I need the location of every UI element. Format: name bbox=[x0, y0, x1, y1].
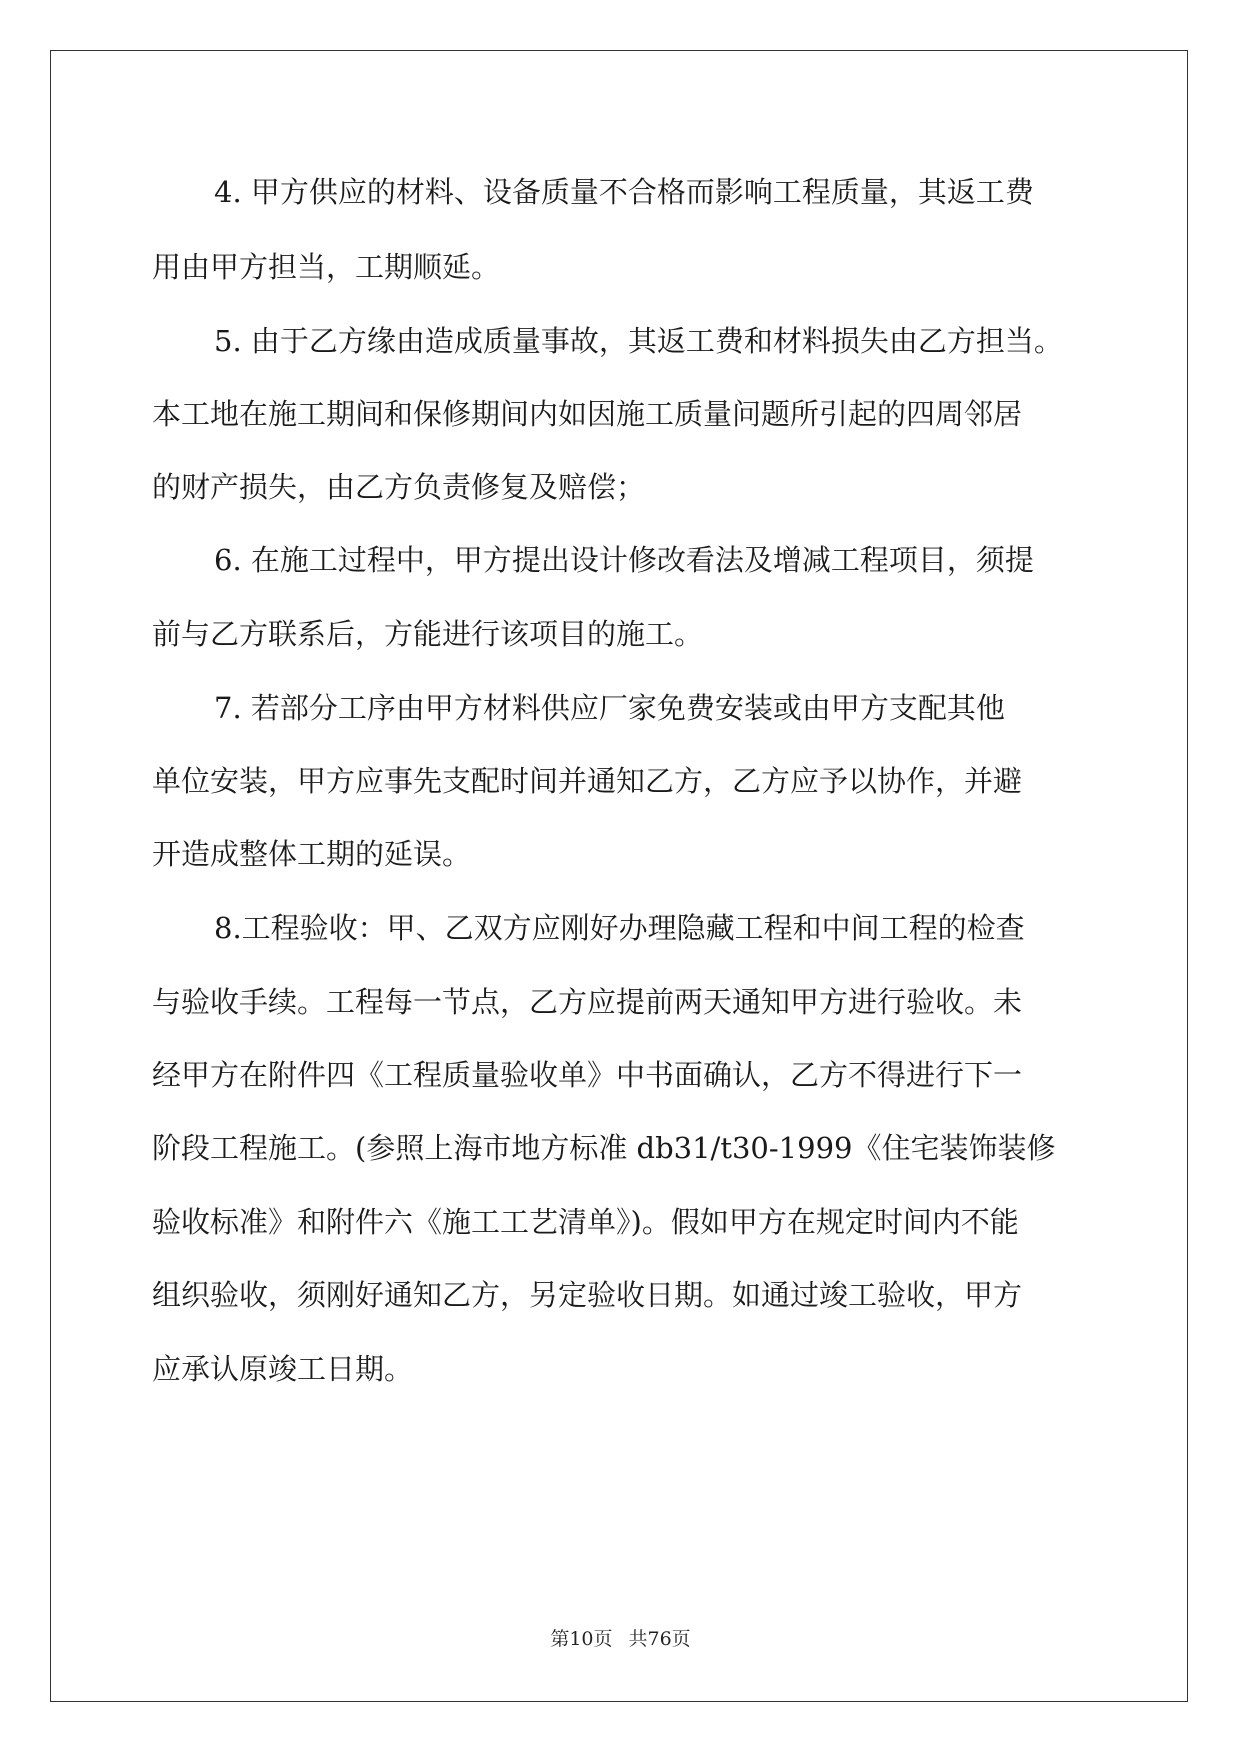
current-page-label: 第10页 bbox=[550, 1628, 613, 1650]
page-footer bbox=[0, 1624, 1241, 1651]
total-pages-label: 共76页 bbox=[628, 1628, 691, 1650]
paragraph-5-line-1: 5. 由于乙方缘由造成质量事故，其返工费和材料损失由乙方担当。 bbox=[214, 324, 1063, 358]
page-border bbox=[50, 50, 1188, 1702]
paragraph-7-line-2: 单位安装，甲方应事先支配时间并通知乙方，乙方应予以协作，并避 bbox=[152, 764, 1023, 798]
paragraph-8-line-3: 经甲方在附件四《工程质量验收单》中书面确认，乙方不得进行下一 bbox=[152, 1058, 1023, 1092]
paragraph-6-line-1: 6. 在施工过程中，甲方提出设计修改看法及增减工程项目，须提 bbox=[214, 543, 1034, 577]
paragraph-4-line-1: 4. 甲方供应的材料、设备质量不合格而影响工程质量，其返工费 bbox=[214, 175, 1034, 209]
paragraph-5-line-2: 本工地在施工期间和保修期间内如因施工质量问题所引起的四周邻居 bbox=[152, 397, 1023, 431]
paragraph-5-line-3: 的财产损失，由乙方负责修复及赔偿； bbox=[152, 470, 646, 504]
paragraph-6-line-2: 前与乙方联系后，方能进行该项目的施工。 bbox=[152, 617, 704, 651]
paragraph-4-line-2: 用由甲方担当，工期顺延。 bbox=[152, 250, 501, 284]
paragraph-8-line-6: 组织验收，须刚好通知乙方，另定验收日期。如通过竣工验收，甲方 bbox=[152, 1278, 1023, 1312]
paragraph-7-line-1: 7. 若部分工序由甲方材料供应厂家免费安装或由甲方支配其他 bbox=[214, 691, 1005, 725]
paragraph-8-line-5: 验收标准》和附件六《施工工艺清单》)。假如甲方在规定时间内不能 bbox=[152, 1205, 1019, 1239]
paragraph-8-line-4: 阶段工程施工。(参照上海市地方标准 db31/t30-1999《住宅装饰装修 bbox=[152, 1131, 1056, 1165]
paragraph-8-line-7: 应承认原竣工日期。 bbox=[152, 1352, 414, 1386]
paragraph-8-line-2: 与验收手续。工程每一节点，乙方应提前两天通知甲方进行验收。未 bbox=[152, 985, 1023, 1019]
paragraph-8-line-1: 8.工程验收：甲、乙双方应刚好办理隐藏工程和中间工程的检查 bbox=[214, 911, 1025, 945]
paragraph-7-line-3: 开造成整体工期的延误。 bbox=[152, 837, 472, 871]
